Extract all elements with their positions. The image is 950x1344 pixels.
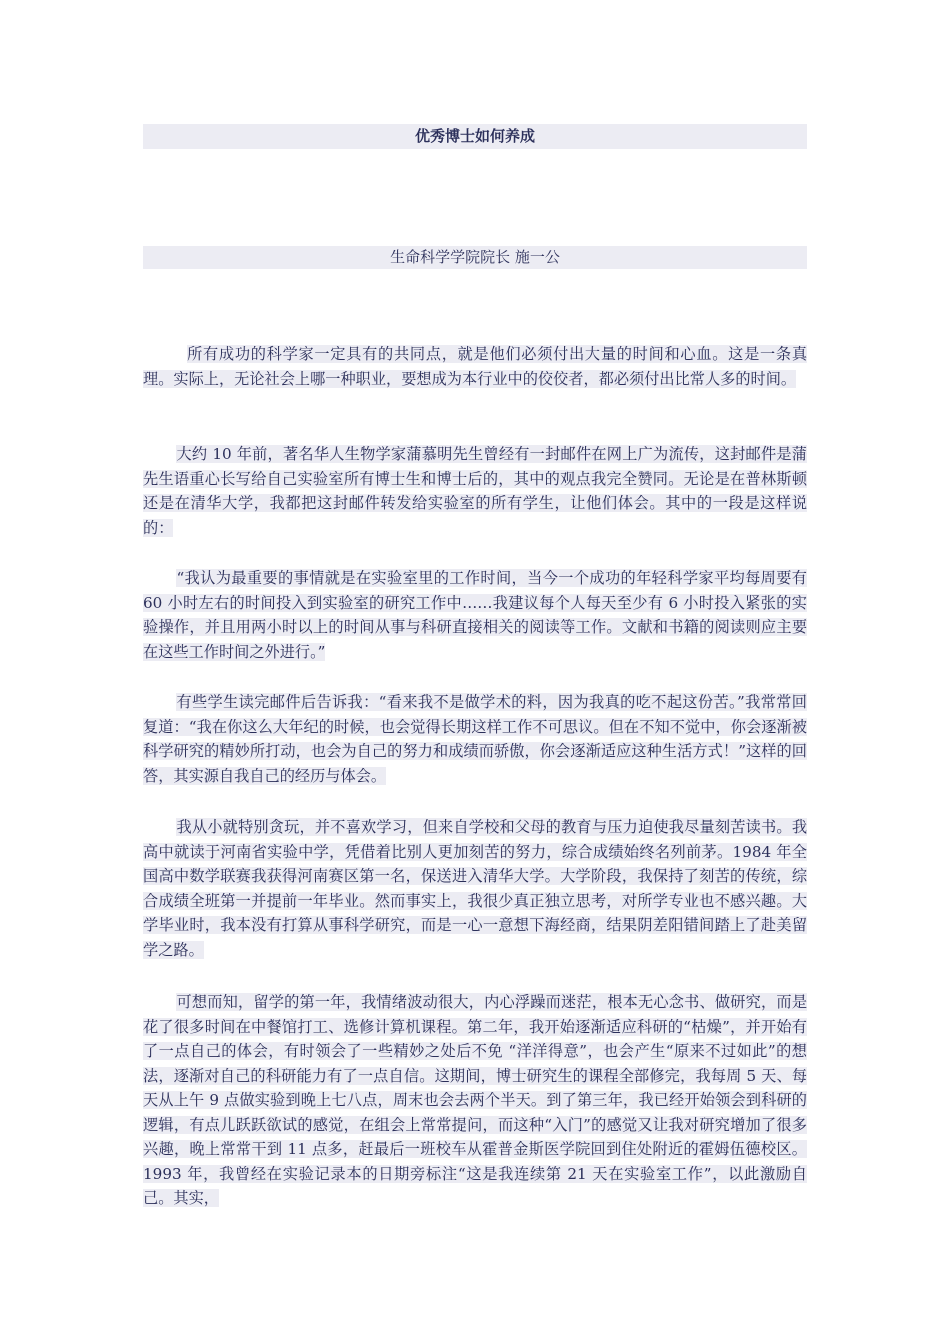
document-title-text: 优秀博士如何养成 [414,127,535,145]
paragraph-3-quote [143,566,807,664]
author-line [143,246,807,269]
author-line-text: 生命科学学院院长 施一公 [390,248,560,266]
paragraph-1 [143,342,807,391]
paragraph-2 [143,442,807,540]
paragraph-5 [143,815,807,962]
paragraph-6 [143,990,807,1211]
document-title [143,124,807,149]
paragraph-1-text: 所有成功的科学家一定具有的共同点，就是他们必须付出大量的时间和心血。这是一条真理。实际上，无论社会上哪一种职业，要想成为本行业中的佼佼者，都必须付出比常人多的时间。 [143,345,807,388]
paragraph-6-text: 可想而知，留学的第一年，我情绪波动很大，内心浮躁而迷茫，根本无心念书、做研究，而是花了很多时间在中餐馆打工、选修计算机课程。第二年，我开始逐渐适应科研的“枯燥”，并开始有了一点自己的体会，有时领会了一些精妙之处后不免 “洋洋得意”，也会产生“原来不过如此”的想法，逐渐对自己的科研能力有了一点自信。这期间，博士研究生的课程全部修完，我每周 5 天、每天从上午 9 点做实验到晚上七八点，周末也会去两个半天。到了第三年，我已经开始领会到科研的逻辑，有点儿跃跃欲试的感觉，在组会上常常提问，而这种“入门”的感觉又让我对研究增加了很多兴趣，晚上常常干到 11 点多，赶最后一班校车从霍普金斯医学院回到住处附近的霍姆伍德校区。1993 年，我曾经在实验记录本的日期旁标注“这是我连续第 21 天在实验室工作”，以此激励自己。其实， [143,993,807,1207]
paragraph-4-text: 有些学生读完邮件后告诉我：“看来我不是做学术的料，因为我真的吃不起这份苦。”我常常回复道：“我在你这么大年纪的时候，也会觉得长期这样工作不可思议。但在不知不觉中，你会逐渐被科学研究的精妙所打动，也会为自己的努力和成绩而骄傲，你会逐渐适应这种生活方式！”这样的回答，其实源自我自己的经历与体会。 [143,693,807,785]
paragraph-4 [143,690,807,788]
paragraph-2-text: 大约 10 年前，著名华人生物学家蒲慕明先生曾经有一封邮件在网上广为流传，这封邮件是蒲先生语重心长写给自己实验室所有博士生和博士后的，其中的观点我完全赞同。无论是在普林斯顿还是在清华大学，我都把这封邮件转发给实验室的所有学生，让他们体会。其中的一段是这样说的： [143,445,807,537]
paragraph-5-text: 我从小就特别贪玩，并不喜欢学习，但来自学校和父母的教育与压力迫使我尽量刻苦读书。我高中就读于河南省实验中学，凭借着比别人更加刻苦的努力，综合成绩始终名列前茅。1984 年全国高中数学联赛我获得河南赛区第一名，保送进入清华大学。大学阶段，我保持了刻苦的传统，综合成绩全班第一并提前一年毕业。然而事实上，我很少真正独立思考，对所学专业也不感兴趣。大学毕业时，我本没有打算从事科学研究，而是一心一意想下海经商，结果阴差阳错间踏上了赴美留学之路。 [143,818,807,959]
paragraph-3-text: “我认为最重要的事情就是在实验室里的工作时间，当今一个成功的年轻科学家平均每周要有 60 小时左右的时间投入到实验室的研究工作中……我建议每个人每天至少有 6 小时投入紧张的实验操作，并且用两小时以上的时间从事与科研直接相关的阅读等工作。文献和书籍的阅读则应主要在这些工作时间之外进行。” [143,569,807,661]
